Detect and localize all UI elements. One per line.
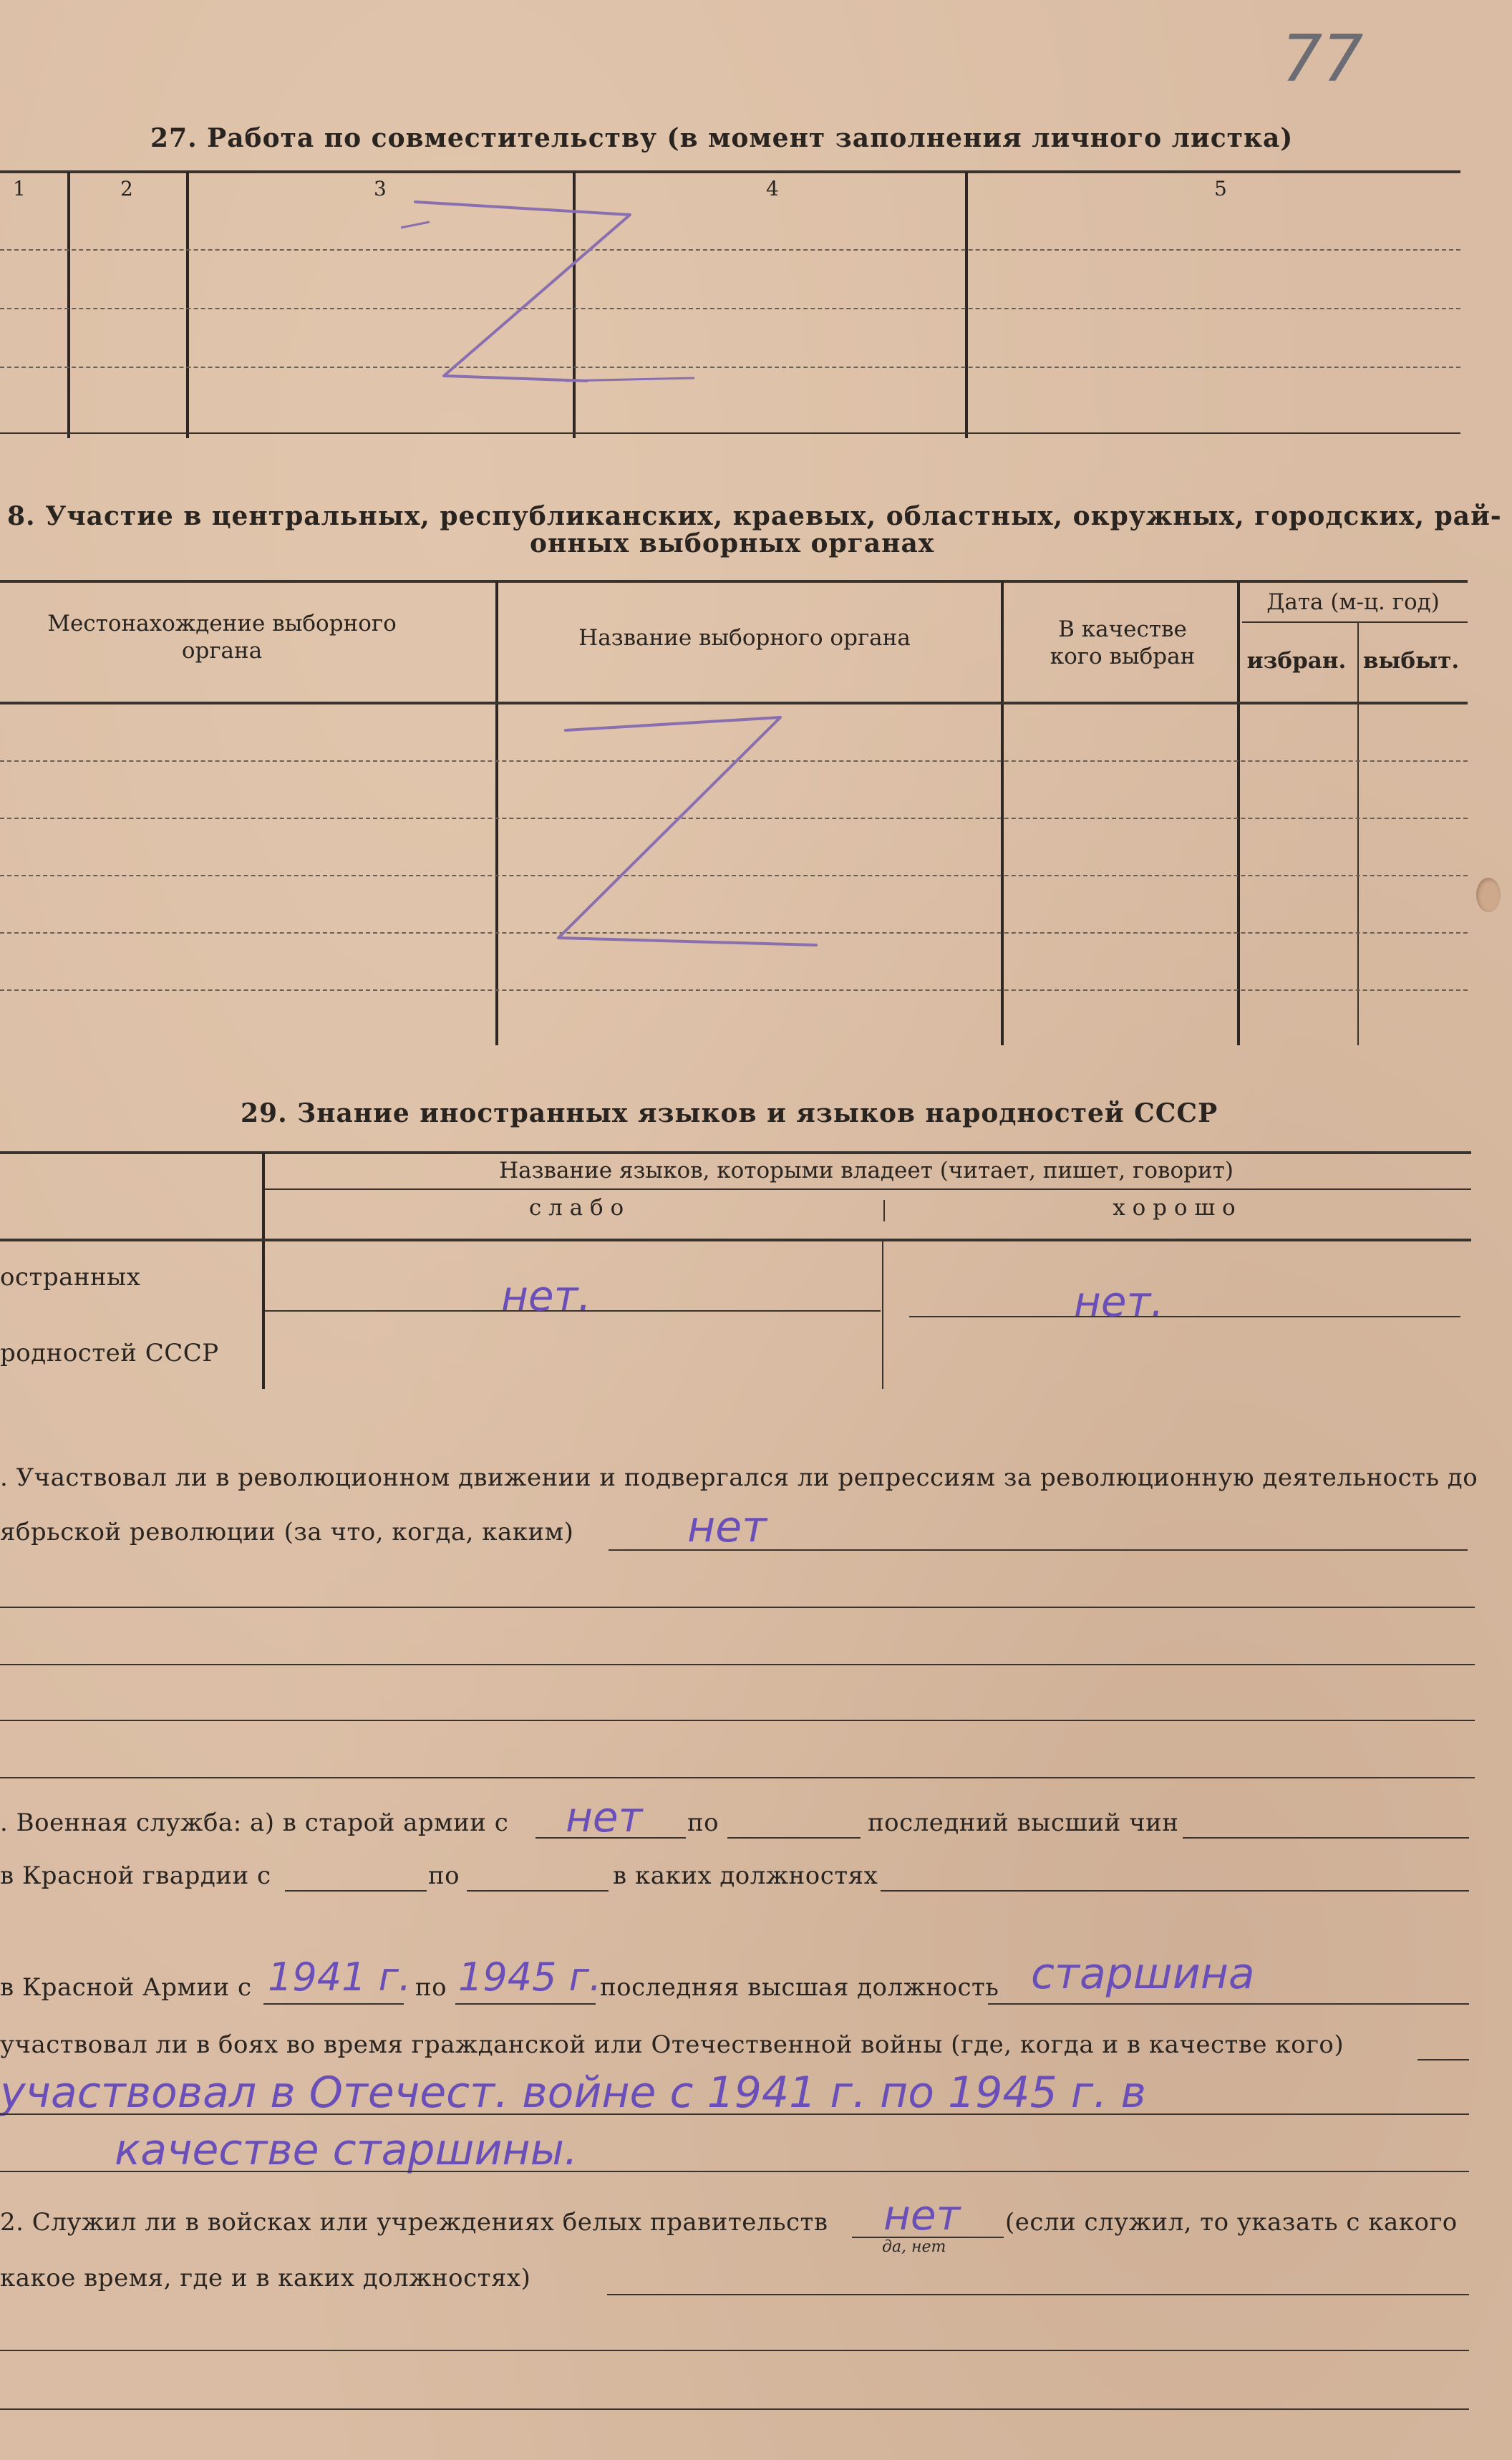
section-28-title-line1: 8. Участие в центральных, республиканских, краевых, областных, окружных, городских, рай- (7, 501, 1502, 531)
s31-old-army-to-rule (727, 1837, 861, 1839)
s29-col-weak: с л а б о (528, 1195, 624, 1221)
s31-last-position: старшина (1031, 1949, 1255, 1999)
s29-col-good: х о р о ш о (1113, 1195, 1236, 1221)
s27-col2: 2 (120, 177, 134, 200)
section-30-question-line1: . Участвовал ли в революционном движении и подвергался ли репрессиям за революционную деятельность до (0, 1463, 1478, 1492)
s28-top-rule (0, 580, 1468, 583)
s28-vdivider (1001, 581, 1004, 1045)
s31-red-army-to: 1945 г. (458, 1955, 602, 2000)
s31-line2-to: по (428, 1861, 460, 1890)
s31-line3-to: по (415, 1973, 447, 2002)
s29-header-tick (883, 1200, 885, 1221)
s31-guard-from-rule (285, 1890, 427, 1892)
s31-line1-rank-label: последний высший чин (868, 1808, 1179, 1837)
s27-vdivider (965, 172, 968, 438)
s28-vdivider (1357, 623, 1359, 1045)
s29-answer-weak: нет. (501, 1272, 591, 1320)
s31-red-army-from-rule (263, 2003, 404, 2005)
page-number: 77 (1281, 21, 1364, 97)
s31-line3-label: в Красной Армии с (0, 1973, 252, 2002)
s28-vdivider (495, 581, 498, 1045)
section-29-title: 29. Знание иностранных языков и языков народностей СССР (241, 1098, 1218, 1128)
s31-line2-label: в Красной гвардии с (0, 1861, 271, 1890)
s27-col5: 5 (1214, 177, 1228, 200)
s31-battle-answer-line1: участвовал в Отечест. войне с 1941 г. по 1945 г. в (0, 2068, 1146, 2118)
s27-vdivider (186, 172, 189, 438)
section-28-title-line2: онных выборных органах (530, 528, 935, 558)
s31-guard-positions-rule (881, 1890, 1469, 1892)
s28-row-line (0, 989, 1468, 991)
s28-header-bottom-rule (0, 702, 1468, 704)
s29-mid-rule (265, 1188, 1471, 1190)
s31-red-army-to-rule (455, 2003, 596, 2005)
s31-line4: участвовал ли в боях во время гражданской или Отечественной войны (где, когда и в качестве кого) (0, 2030, 1344, 2059)
s32-answer-hint: да, нет (882, 2238, 946, 2256)
s30-blank-rule (0, 1664, 1475, 1665)
s31-battle-answer-rule (0, 2113, 1469, 2115)
s29-row-peoples: родностей СССР (0, 1339, 219, 1367)
s27-col1: 1 (13, 177, 26, 200)
s31-line3-position-label: последняя высшая должность (600, 1973, 999, 2002)
s31-line1-label: . Военная служба: а) в старой армии с (0, 1808, 509, 1837)
s31-red-army-from: 1941 г. (268, 1955, 412, 2000)
s32-blank-rule (0, 2350, 1469, 2351)
s32-answer-line-rule (607, 2294, 1469, 2295)
s29-vdivider (262, 1153, 265, 1389)
s31-guard-to-rule (467, 1890, 609, 1892)
s28-col-location-line2: органа (181, 638, 263, 664)
s28-col-left: выбыт. (1362, 648, 1460, 674)
s29-header-bottom-rule (0, 1239, 1471, 1241)
s27-row-line (0, 308, 1460, 309)
s29-row-foreign: остранных (0, 1263, 141, 1292)
section-30-question-line2: ябрьской революции (за что, когда, каким) (0, 1518, 574, 1546)
s32-answer: нет (883, 2191, 961, 2239)
s28-col-role (1008, 616, 1237, 670)
s28-date-rule (1242, 621, 1468, 623)
s32-question-label: 2. Служил ли в войсках или учреждениях белых правительств (0, 2208, 828, 2237)
s28-col-location-line1: Местонахождение выборного (47, 611, 397, 636)
s32-question-line2: какое время, где и в каких должностях) (0, 2264, 531, 2292)
s29-answer-rule (909, 1316, 1460, 1317)
s31-position-rule (988, 2003, 1469, 2005)
s29-answer-good: нет. (1074, 1277, 1164, 1326)
s28-col-name: Название выборного органа (578, 625, 911, 651)
s31-line1-to: по (687, 1808, 719, 1837)
s30-blank-rule (0, 1777, 1475, 1778)
s31-line2-positions-label: в каких должностях (613, 1861, 878, 1890)
s31-rank-rule (1183, 1837, 1469, 1839)
s28-col-date: Дата (м-ц. год) (1266, 589, 1440, 615)
s29-vdivider (882, 1240, 883, 1389)
s29-top-rule (0, 1151, 1471, 1154)
s27-top-rule (0, 170, 1460, 173)
punch-hole (1476, 878, 1501, 912)
s28-col-role-line1: В качестве (1058, 616, 1187, 642)
s27-vdivider (67, 172, 70, 438)
s30-answer: нет (687, 1502, 767, 1552)
s29-header: Название языков, которыми владеет (читает, пишет, говорит) (499, 1158, 1234, 1183)
s31-battle-answer-rule (0, 2171, 1469, 2172)
z-cross-out-mark (401, 193, 702, 408)
section-27-title: 27. Работа по совместительству (в момент заполнения личного листка) (150, 123, 1294, 153)
s32-question-continued: (если служил, то указать с какого (1005, 2208, 1458, 2237)
z-cross-out-mark (544, 709, 830, 952)
s31-battle-rule (1418, 2059, 1469, 2061)
s27-col4: 4 (766, 177, 780, 200)
s30-blank-rule (0, 1607, 1475, 1608)
s28-vdivider (1237, 581, 1240, 1045)
s27-row-line (0, 367, 1460, 368)
s28-col-role-line2: кого выбран (1050, 644, 1196, 669)
s27-row-line (0, 249, 1460, 251)
s31-old-army-answer: нет (566, 1793, 643, 1841)
s30-blank-rule (0, 1720, 1475, 1721)
s27-bottom-rule (0, 432, 1460, 434)
s27-col3: 3 (374, 177, 387, 200)
s32-blank-rule (0, 2408, 1469, 2410)
s28-col-location (14, 610, 430, 664)
s28-col-elected: избран. (1246, 648, 1347, 674)
s31-battle-answer-line2: качестве старшины. (115, 2125, 578, 2175)
